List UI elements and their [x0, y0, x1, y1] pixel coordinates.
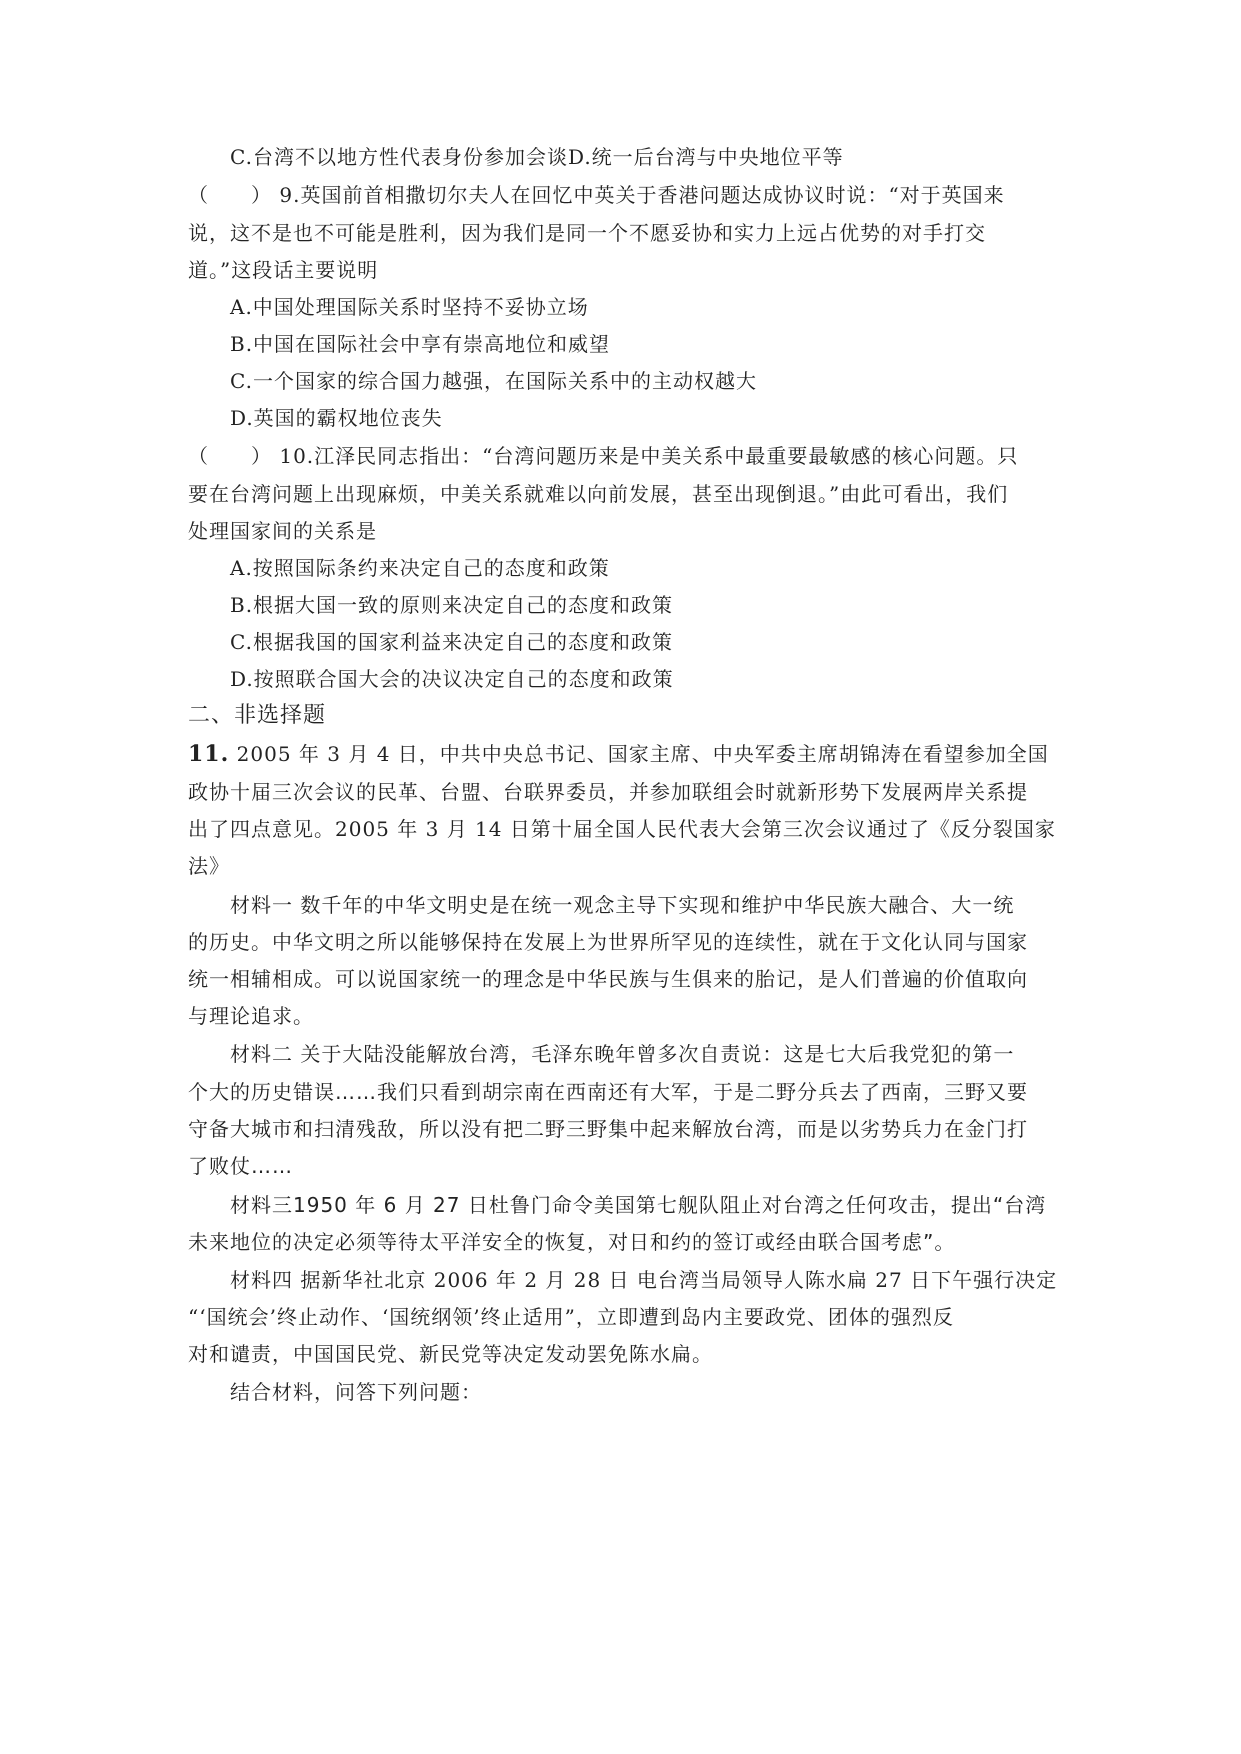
material-1-line-4: 与理论追求。: [188, 1004, 314, 1028]
q10-stem-line-1: [188, 444, 1018, 468]
q9-option-c: C.一个国家的综合国力越强，在国际关系中的主动权越大: [230, 369, 757, 393]
q10-option-a: A.按照国际条约来决定自己的态度和政策: [230, 556, 610, 580]
q8-option-c: C.台湾不以地方性代表身份参加会谈: [230, 145, 568, 169]
question-number: 10.: [279, 444, 315, 468]
question-stem: 江泽民同志指出：“台湾问题历来是中美关系中最重要最敏感的核心问题。只: [314, 444, 1019, 468]
answer-bracket: （ ）: [188, 183, 272, 207]
q10-option-c: C.根据我国的国家利益来决定自己的态度和政策: [230, 630, 673, 654]
material-2-line-1: 材料二 关于大陆没能解放台湾，毛泽东晚年曾多次自责说：这是七大后我党犯的第一: [230, 1042, 1015, 1066]
question-number: 9.: [279, 183, 301, 207]
q10-option-b: B.根据大国一致的原则来决定自己的态度和政策: [230, 593, 674, 617]
section-title: 二、非选择题: [188, 703, 327, 728]
q10-stem-line-3: 处理国家间的关系是: [188, 519, 377, 543]
material-1-line-3: 统一相辅相成。可以说国家统一的理念是中华民族与生俱来的胎记，是人们普遍的价值取向: [188, 967, 1028, 991]
q9-stem-line-3: 道。”这段话主要说明: [188, 258, 379, 282]
q9-stem-line-2: 说，这不是也不可能是胜利，因为我们是同一个不愿妥协和实力上远占优势的对手打交: [188, 221, 986, 245]
material-4-line-1: 材料四 据新华社北京 2006 年 2 月 28 日 电台湾当局领导人陈水扁 27 日下午强行决定: [230, 1268, 1058, 1292]
material-3-line-2: 未来地位的决定必须等待太平洋安全的恢复，对日和约的签订或经由联合国考虑”。: [188, 1230, 956, 1254]
q9-option-d: D.英国的霸权地位丧失: [230, 406, 443, 430]
answer-bracket: （ ）: [188, 444, 272, 468]
question-stem: 英国前首相撒切尔夫人在回忆中英关于香港问题达成协议时说：“对于英国来: [300, 183, 1005, 207]
material-4-line-2: “‘国统会’终止动作、‘国统纲领’终止适用”，立即遭到岛内主要政党、团体的强烈反: [188, 1305, 954, 1329]
q10-stem-line-2: 要在台湾问题上出现麻烦，中美关系就难以向前发展，甚至出现倒退。”由此可看出，我们: [188, 482, 1009, 506]
material-2-line-4: 了败仗……: [188, 1154, 293, 1178]
q9-option-b: B.中国在国际社会中享有崇高地位和威望: [230, 332, 611, 356]
q9-stem-line-1: [188, 183, 1005, 207]
material-3-line-1: 材料三1950 年 6 月 27 日杜鲁门命令美国第七舰队阻止对台湾之任何攻击，提出“台湾: [230, 1193, 1047, 1217]
question-prompt: 结合材料，问答下列问题：: [230, 1380, 482, 1404]
q11-stem-line-4: 法》: [188, 854, 230, 878]
material-2-line-2: 个大的历史错误……我们只看到胡宗南在西南还有大军，于是二野分兵去了西南，三野又要: [188, 1080, 1028, 1104]
q8-option-d: D.统一后台湾与中央地位平等: [568, 145, 844, 169]
question-number: 11.: [188, 741, 230, 767]
material-2-line-3: 守备大城市和扫清残敌，所以没有把二野三野集中起来解放台湾，而是以劣势兵力在金门打: [188, 1117, 1028, 1141]
q11-stem-line-1: [188, 742, 1049, 766]
q11-stem-line-3: 出了四点意见。2005 年 3 月 14 日第十届全国人民代表大会第三次会议通过了《反分裂国家: [188, 817, 1056, 841]
material-1-line-1: 材料一 数千年的中华文明史是在统一观念主导下实现和维护中华民族大融合、大一统: [230, 893, 1015, 917]
q10-option-d: D.按照联合国大会的决议决定自己的态度和政策: [230, 667, 674, 691]
q9-option-a: A.中国处理国际关系时坚持不妥协立场: [230, 295, 589, 319]
material-4-line-3: 对和谴责，中国国民党、新民党等决定发动罢免陈水扁。: [188, 1342, 713, 1366]
q11-stem-line-2: 政协十届三次会议的民革、台盟、台联界委员，并参加联组会时就新形势下发展两岸关系提: [188, 780, 1028, 804]
material-1-line-2: 的历史。中华文明之所以能够保持在发展上为世界所罕见的连续性，就在于文化认同与国家: [188, 930, 1028, 954]
question-stem: 2005 年 3 月 4 日，中共中央总书记、国家主席、中央军委主席胡锦涛在看望参加全国: [236, 742, 1049, 766]
